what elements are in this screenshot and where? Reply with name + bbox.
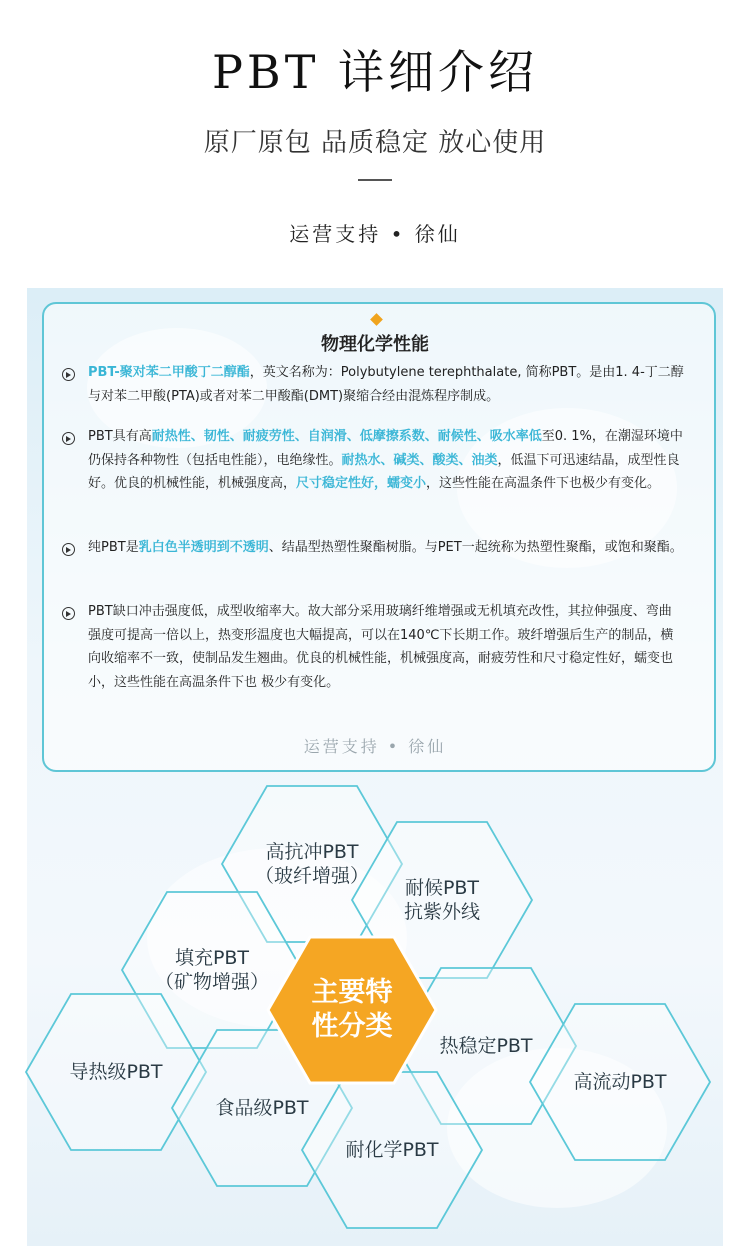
- body-text: PBT缺口冲击强度低，成型收缩率大。故大部分采用玻璃纤维增强或无机填充改性，其拉伸强度、弯曲强度可提高一倍以上，热变形温度也大幅提高，可以在140℃下长期工作。玻纤增强后生产的制品，横向收缩率不一致，使制品发生翘曲。优良的机械性能，机械强度高，耐疲劳性和尺寸稳定性好，蠕变也小，这些性能在高温条件下也 极少有变化。: [88, 604, 674, 690]
- body-text: 纯PBT是: [88, 540, 139, 555]
- body-text: ，英文名称为：Polybutylene terephthalate, 简称PBT。是由1. 4-丁二醇与对苯二甲酸(PTA)或者对苯二甲酸酯(DMT)聚缩合经由混炼程序制成。: [88, 365, 684, 404]
- page-subtitle: 原厂原包 品质稳定 放心使用: [203, 128, 547, 158]
- highlight-text: 耐热水、碱类、酸类、油类: [341, 452, 498, 468]
- body-text: 、结晶型热塑性聚酯树脂。与PET一起统称为热塑性聚酯，或饱和聚酯。: [268, 540, 683, 555]
- highlight-text: 乳白色半透明到不透明: [138, 540, 269, 555]
- body-text: 至0. 1%，在潮湿环境中仍保持各种物性（包括电性能），电绝缘性。: [88, 429, 683, 468]
- hex-label-heat-stable: 热稳定PBT: [439, 1035, 533, 1057]
- hex-label-center: 主要特 性分类: [311, 977, 393, 1042]
- body-text: ，低温下可迅速结晶，成型性良好。优良的机械性能，机械强度高，: [88, 452, 680, 491]
- hex-label-impact: 高抗冲PBT （玻纤增强）: [254, 841, 369, 887]
- hex-label-high-flow: 高流动PBT: [573, 1071, 667, 1093]
- operator-credit: 运营支持 • 徐仙: [289, 222, 461, 246]
- card-title: 物理化学性能: [321, 334, 429, 355]
- highlight-text: PBT-聚对苯二甲酸丁二醇酯: [88, 365, 250, 380]
- body-text: ，这些性能在高温条件下也极少有变化。: [426, 476, 661, 491]
- highlight-text: 耐热性、韧性、耐疲劳性、自润滑、低摩擦系数、耐候性、吸水率低: [151, 429, 542, 444]
- body-text: PBT具有高: [88, 429, 152, 444]
- card-credit: 运营支持 • 徐仙: [303, 737, 447, 756]
- hex-label-filled: 填充PBT （矿物增强）: [154, 947, 269, 993]
- hex-label-thermal-conductive: 导热级PBT: [69, 1061, 163, 1083]
- highlight-text: 尺寸稳定性好，蠕变小: [296, 476, 427, 491]
- hex-label-chemical: 耐化学PBT: [345, 1139, 439, 1161]
- hex-label-weather: 耐候PBT 抗紫外线: [403, 877, 480, 923]
- hex-label-food: 食品级PBT: [215, 1097, 309, 1119]
- page-title: PBT 详细介绍: [211, 45, 539, 99]
